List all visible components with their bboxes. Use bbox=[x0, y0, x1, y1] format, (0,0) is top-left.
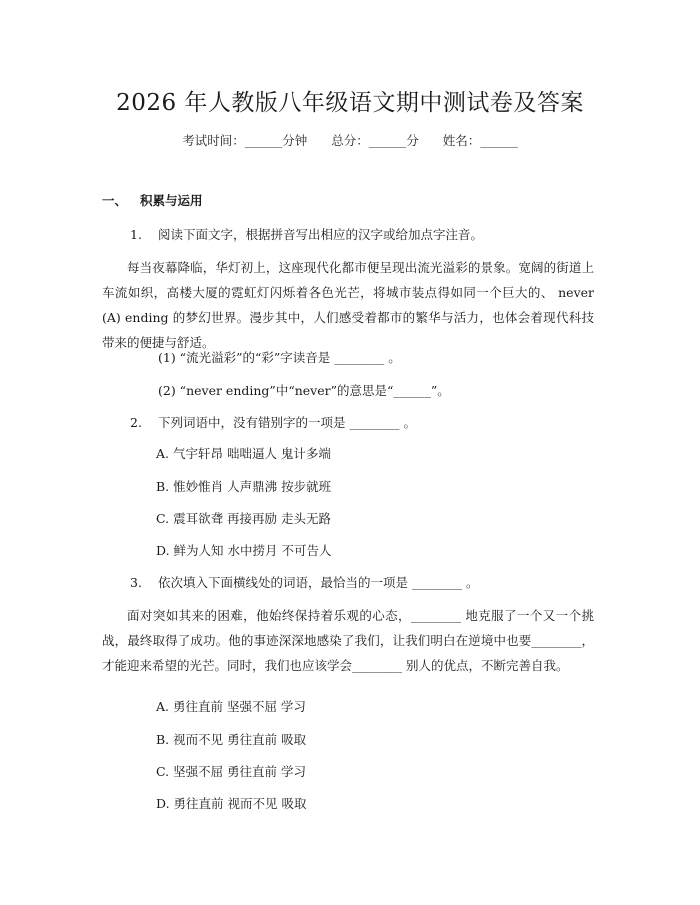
exam-meta bbox=[0, 131, 700, 149]
q1-passage: 每当夜幕降临，华灯初上，这座现代化都市便呈现出流光溢彩的景象。宽阔的街道上车流如织，高楼大厦的霓虹灯闪烁着各色光芒，将城市装点得如同一个巨大的、 never (A) ending 的梦幻世界。漫步其中，人们感受着都市的繁华与活力，也体会着现代科技带来的便捷与舒适。 bbox=[102, 260, 594, 350]
exam-score: 总分：______分 bbox=[331, 133, 419, 148]
q2-text: 下列词语中，没有错别字的一项是 ________ 。 bbox=[158, 415, 416, 430]
q1-sub2: (2) “never ending”中“never”的意思是“______”。 bbox=[158, 383, 450, 398]
q2-number: 2. bbox=[130, 415, 142, 430]
q1-number: 1. bbox=[130, 227, 142, 242]
q2-option-c: C. 震耳欲聋 再接再励 走头无路 bbox=[156, 511, 332, 526]
q3-option-d: D. 勇往直前 视而不见 吸取 bbox=[156, 796, 307, 811]
q2-option-d: D. 鲜为人知 水中捞月 不可告人 bbox=[156, 543, 332, 558]
q3-number: 3. bbox=[130, 575, 142, 590]
page-title: 2026 年人教版八年级语文期中测试卷及答案 bbox=[116, 90, 584, 116]
q2-option-b: B. 惟妙惟肖 人声鼎沸 按步就班 bbox=[156, 479, 332, 494]
q3-passage: 面对突如其来的困难，他始终保持着乐观的心态，________ 地克服了一个又一个挑战，最终取得了成功。他的事迹深深地感染了我们，让我们明白在逆境中也要________，才能迎来希望的光芒。同时，我们也应该学会________ 别人的优点，不断完善自我。 bbox=[102, 608, 594, 673]
q3-option-a: A. 勇往直前 坚强不屈 学习 bbox=[156, 699, 306, 714]
section-number: 一、 bbox=[102, 193, 128, 208]
q1-sub1: (1) “流光溢彩”的“彩”字读音是 ________ 。 bbox=[158, 350, 401, 365]
exam-time: 考试时间：______分钟 bbox=[182, 133, 308, 148]
q3-option-b: B. 视而不见 勇往直前 吸取 bbox=[156, 732, 307, 747]
q2-option-a: A. 气宇轩昂 咄咄逼人 鬼计多端 bbox=[156, 446, 331, 461]
section-heading: 积累与运用 bbox=[140, 193, 203, 208]
student-name: 姓名：______ bbox=[442, 133, 518, 148]
q1-text: 阅读下面文字，根据拼音写出相应的汉字或给加点字注音。 bbox=[158, 227, 484, 242]
q3-option-c: C. 坚强不屈 勇往直前 学习 bbox=[156, 764, 307, 779]
q3-text: 依次填入下面横线处的词语，最恰当的一项是 ________ 。 bbox=[158, 575, 479, 590]
